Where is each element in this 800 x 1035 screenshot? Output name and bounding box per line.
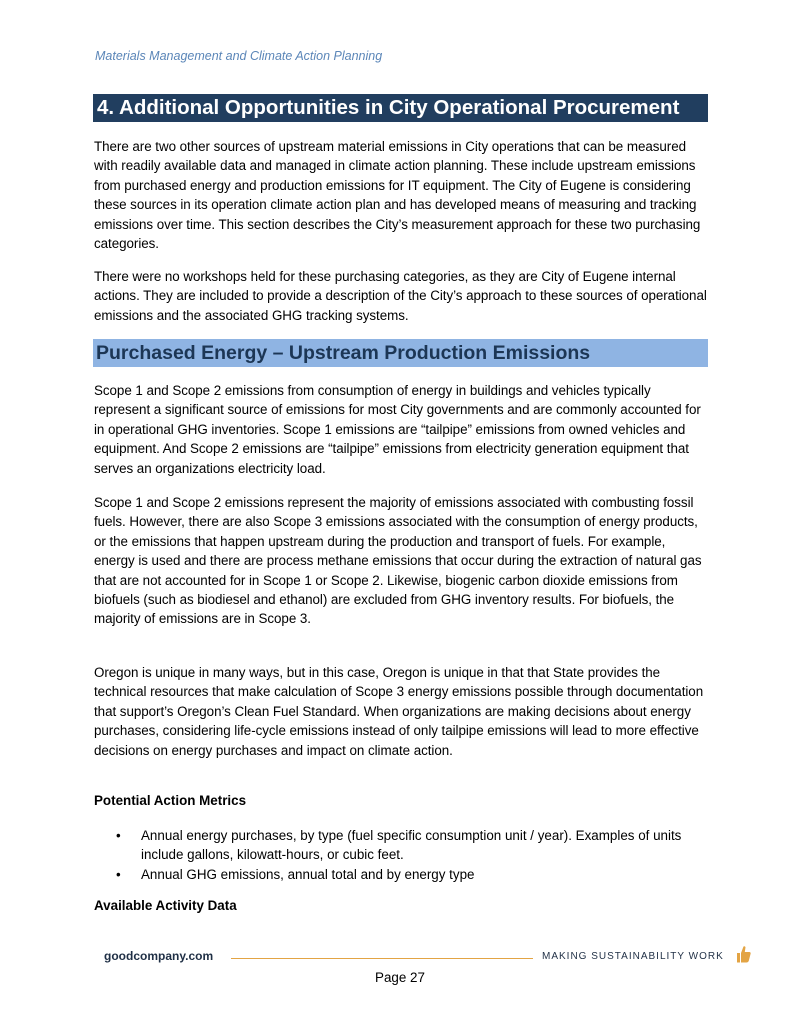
- subsection-paragraph-1: Scope 1 and Scope 2 emissions from consumption of energy in buildings and vehicles typically represent a significant source of emissions for most City governments and are commonly accounted for in operational GHG inventories. Scope 1 emissions are “tailpipe” emissions from owned vehicles and equipment. And Scope 2 emissions are “tailpipe” emissions from electricity generation equipment that serves an organizations electricity load.: [94, 383, 701, 476]
- metrics-list: [94, 826, 709, 884]
- metric-text: Annual GHG emissions, annual total and by energy type: [141, 866, 475, 882]
- section-heading: 4. Additional Opportunities in City Operational Procurement: [93, 94, 708, 122]
- thumbs-up-icon: [736, 945, 752, 964]
- subsection-heading: Purchased Energy – Upstream Production Emissions: [93, 339, 708, 367]
- section-paragraph-1: There are two other sources of upstream material emissions in City operations that can be measured with readily available data and managed in climate action planning. These include upstream emissions from purchased energy and production emissions for IT equipment. The City of Eugene is considering these sources in its operation climate action plan and has developed means of measuring and tracking emissions over time. This section describes the City’s measurement approach for these two purchasing categories.: [94, 139, 701, 252]
- list-item: [94, 865, 709, 884]
- activity-data-heading: Available Activity Data: [94, 898, 237, 913]
- metrics-heading: Potential Action Metrics: [94, 793, 247, 808]
- subsection-paragraph-2: Scope 1 and Scope 2 emissions represent the majority of emissions associated with combusting fossil fuels. However, there are also Scope 3 emissions associated with the consumption of energy products, or the emissions that happen upstream during the production and transport of fuels. For example, energy is used and there are process methane emissions that occur during the extraction of natural gas that are not accounted for in Scope 1 or Scope 2. Likewise, biogenic carbon dioxide emissions from biofuels (such as biodiesel and ethanol) are excluded from GHG inventory results. For biofuels, the majority of emissions are in Scope 3.: [94, 495, 702, 627]
- running-header: Materials Management and Climate Action Planning: [95, 49, 383, 63]
- list-item: [94, 826, 709, 865]
- footer-website: goodcompany.com: [104, 949, 214, 963]
- bullet-icon: •: [116, 866, 121, 882]
- footer-tagline: MAKING SUSTAINABILITY WORK: [542, 951, 724, 962]
- footer-divider: [231, 958, 533, 959]
- metric-text: Annual energy purchases, by type (fuel specific consumption unit / year). Examples of units include gallons, kilowatt-hours, or cubic feet.: [141, 828, 682, 863]
- page-number: Page 27: [375, 970, 425, 985]
- section-paragraph-2: There were no workshops held for these purchasing categories, as they are City of Eugene internal actions. They are included to provide a description of the City’s approach to these sources of operational emissions and the associated GHG tracking systems.: [94, 269, 707, 323]
- subsection-paragraph-3: Oregon is unique in many ways, but in this case, Oregon is unique in that that State provides the technical resources that make calculation of Scope 3 energy emissions possible through documentation that support’s Oregon’s Clean Fuel Standard. When organizations are making decisions about energy purchases, considering life-cycle emissions instead of only tailpipe emissions will lead to more effective decisions on energy purchases and impact on climate action.: [94, 665, 704, 758]
- bullet-icon: •: [116, 828, 121, 843]
